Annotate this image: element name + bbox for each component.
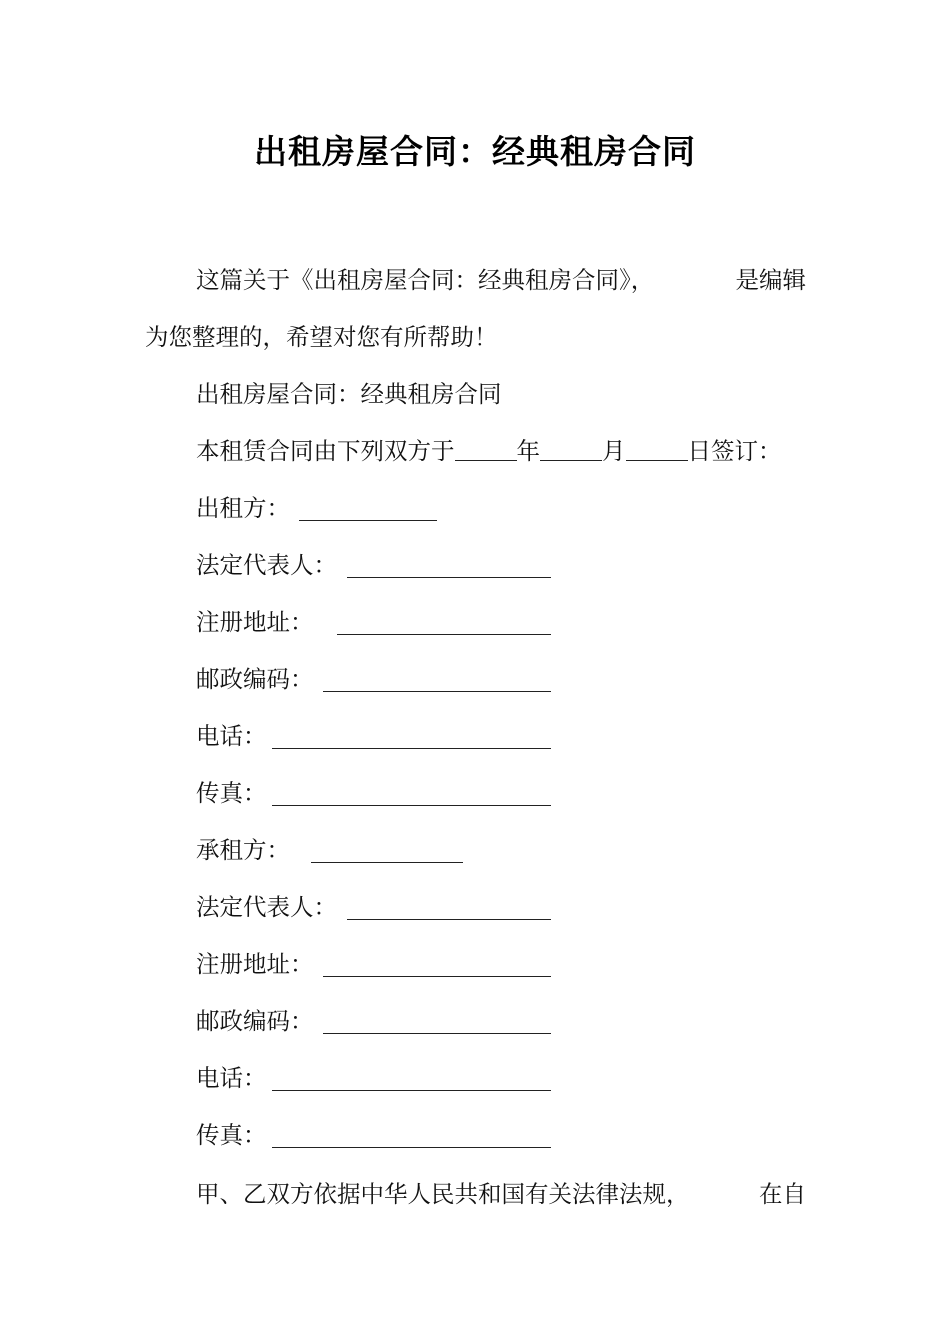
lessor-row	[196, 491, 290, 525]
month-label: 月	[602, 437, 626, 465]
lessor-field-fax	[196, 776, 267, 810]
lessee-row	[196, 833, 290, 867]
lessee-blank[interactable]	[311, 862, 463, 863]
lessee-label: 承租方：	[196, 836, 290, 864]
field-label: 注册地址：	[196, 608, 314, 636]
lessee-postcode-blank[interactable]	[323, 1033, 551, 1034]
closing-line	[196, 1177, 806, 1211]
lessee-field-address	[196, 947, 314, 981]
lessor-postcode-blank[interactable]	[323, 691, 551, 692]
document-title: 出租房屋合同：经典租房合同	[254, 132, 696, 171]
field-label: 邮政编码：	[196, 665, 314, 693]
lessor-field-postcode	[196, 662, 314, 696]
lessee-field-postcode	[196, 1004, 314, 1038]
field-label: 法定代表人：	[196, 893, 337, 921]
field-label: 邮政编码：	[196, 1007, 314, 1035]
closing-text-part-1: 甲、乙双方依据中华人民共和国有关法律法规，	[196, 1180, 690, 1208]
date-prefix: 本租赁合同由下列双方于	[196, 437, 455, 465]
lessor-legal-rep-blank[interactable]	[347, 577, 551, 578]
intro-text-part-2: 是编辑	[735, 266, 806, 294]
lessee-field-legal-rep	[196, 890, 337, 924]
intro-line-1	[196, 263, 806, 297]
lessor-address-blank[interactable]	[337, 634, 551, 635]
closing-text-part-2: 在自	[759, 1180, 806, 1208]
year-blank[interactable]	[455, 434, 517, 461]
intro-text-part-1: 这篇关于《出租房屋合同：经典租房合同》，	[196, 266, 655, 294]
lessee-phone-blank[interactable]	[272, 1090, 551, 1091]
lessor-label: 出租方：	[196, 494, 290, 522]
field-label: 传真：	[196, 1121, 267, 1149]
date-line	[196, 434, 806, 468]
month-blank[interactable]	[540, 434, 602, 461]
field-label: 法定代表人：	[196, 551, 337, 579]
field-label: 传真：	[196, 779, 267, 807]
lessor-field-phone	[196, 719, 267, 753]
lessee-legal-rep-blank[interactable]	[347, 919, 551, 920]
lessor-fax-blank[interactable]	[272, 805, 551, 806]
lessor-blank[interactable]	[299, 520, 437, 521]
field-label: 电话：	[196, 722, 267, 750]
field-label: 注册地址：	[196, 950, 314, 978]
year-label: 年	[516, 437, 540, 465]
lessee-fax-blank[interactable]	[272, 1147, 551, 1148]
lessee-field-phone	[196, 1061, 267, 1095]
lessee-field-fax	[196, 1118, 267, 1152]
lessor-field-address	[196, 605, 314, 639]
lessor-phone-blank[interactable]	[272, 748, 551, 749]
day-blank[interactable]	[626, 434, 688, 461]
field-label: 电话：	[196, 1064, 267, 1092]
heading-repeat: 出租房屋合同：经典租房合同	[196, 380, 502, 408]
lessor-field-legal-rep	[196, 548, 337, 582]
day-suffix: 日签订：	[687, 437, 782, 465]
intro-line-2: 为您整理的，希望对您有所帮助！	[145, 323, 498, 351]
lessee-address-blank[interactable]	[323, 976, 551, 977]
